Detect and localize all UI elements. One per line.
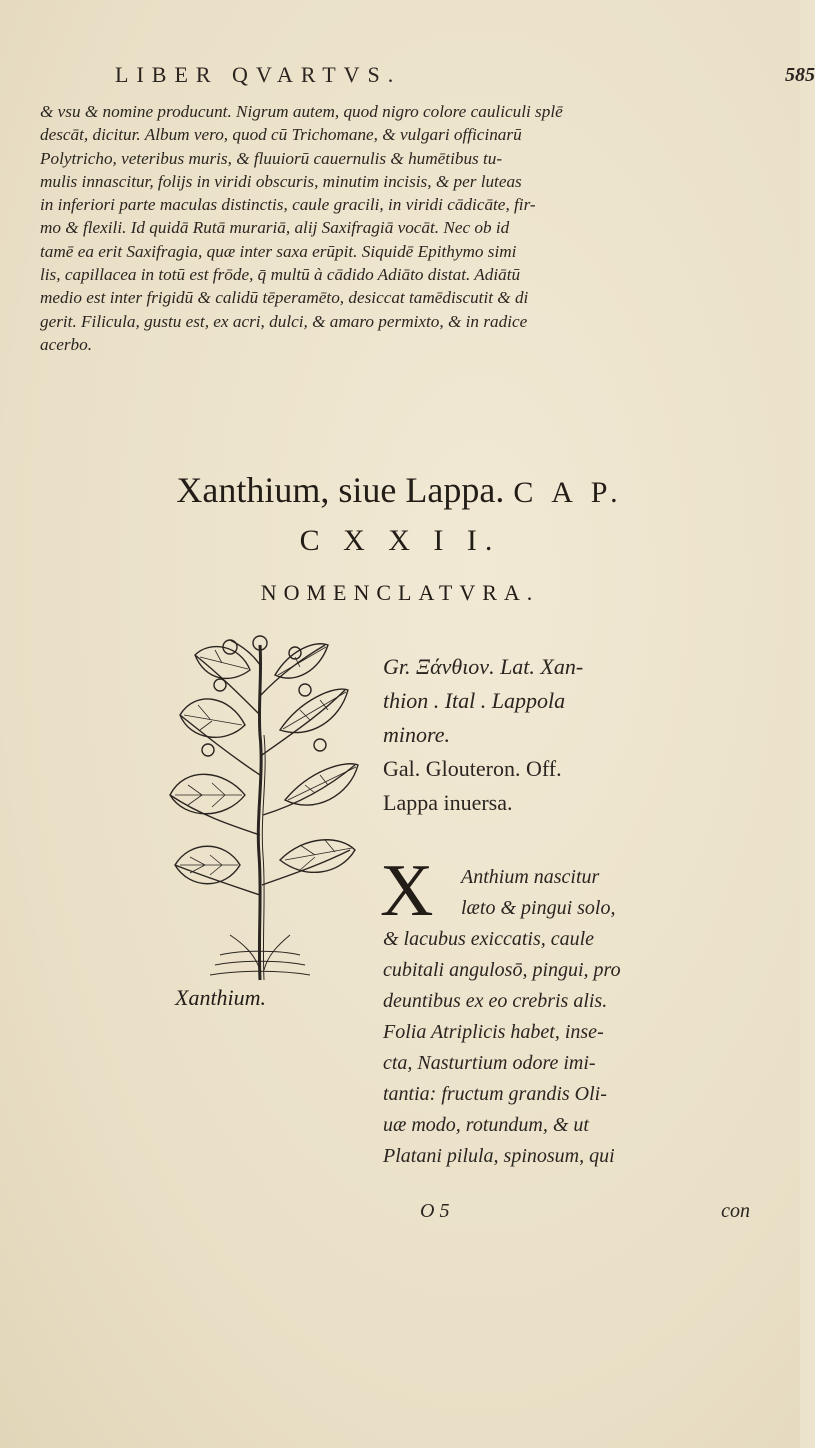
body-line: cubitali angulosō, pingui, pro [383,959,621,981]
nomenclature-line: minore. [383,722,451,747]
nomenclature-line: Gal. Glouteron. Off. [383,756,562,781]
paragraph-line: acerbo. [40,334,93,354]
paragraph-line: & vsu & nomine producunt. Nigrum autem, quod nigro colore cauliculi splē [40,102,563,121]
chapter-body [380,850,763,1172]
drop-cap: X [380,850,434,932]
catchword: con [721,1200,750,1222]
body-line: deuntibus ex eo crebris alis. [383,990,608,1012]
continued-paragraph [40,100,760,356]
chapter-title-text: Xanthium, siue Lappa. [176,470,505,510]
figure-caption: Xanthium. [175,985,267,1010]
running-head: LIBER QVARTVS. [115,62,402,87]
chapter-title [0,470,800,513]
page-number: 585 [785,64,815,86]
body-line: cta, Nasturtium odore imi- [383,1052,596,1074]
nomenclature-block [383,650,743,820]
nomenclature-line: Gr. Ξάνθιον. Lat. Xan- [383,654,584,679]
paragraph-line: tamē ea erit Saxifragia, quæ inter saxa erūpit. Siquidē Epithymo simi [40,241,517,261]
paragraph-line: gerit. Filicula, gustu est, ex acri, dulci, & amaro permixto, & in radice [40,311,528,331]
paragraph-line: Polytricho, veteribus muris, & fluuiorū cauernulis & humētibus tu- [40,148,503,168]
paragraph-line: in inferiori parte maculas distinctis, caule gracili, in viridi cādicāte, fir- [40,195,536,215]
body-line: tantia: fructum grandis Oli- [383,1083,607,1105]
body-line: Anthium nascitur [461,866,600,888]
chapter-number: C X X I I. [299,524,501,557]
body-line: Folia Atriplicis habet, inse- [383,1021,604,1043]
xanthium-woodcut-icon [160,635,365,980]
nomenclature-line: Lappa inuersa. [383,790,513,815]
signature-line [420,1200,750,1223]
page-header [115,62,815,102]
paragraph-line: mo & flexili. Id quidā Rutā murariā, alij Saxifragiā vocāt. Nec ob id [40,218,510,238]
xanthium-plant-illustration [160,635,365,980]
nomenclature-line: thion . Ital . Lappola [383,688,566,713]
body-line: Platani pilula, spinosum, qui [383,1145,615,1167]
paragraph-line: descāt, dicitur. Album vero, quod cū Trichomane, & vulgari officinarū [40,125,522,145]
signature-mark: O 5 [420,1200,450,1222]
chapter-cap-label: C A P. [513,476,624,509]
paragraph-line: mulis innascitur, folijs in viridi obscuris, minutim incisis, & per luteas [40,171,522,191]
paragraph-line: medio est inter frigidū & calidū tēperamēto, desiccat tamēdiscutit & di [40,288,529,308]
body-line: uæ modo, rotundum, & ut [383,1114,589,1136]
paragraph-line: lis, capillacea in totū est frōde, q̄ multū à cādido Adiāto distat. Adiātū [40,265,521,285]
nomenclatura-heading: NOMENCLATVRA. [260,580,540,605]
body-line: & lacubus exiccatis, caule [383,928,595,950]
body-line: læto & pingui solo, [461,897,616,919]
